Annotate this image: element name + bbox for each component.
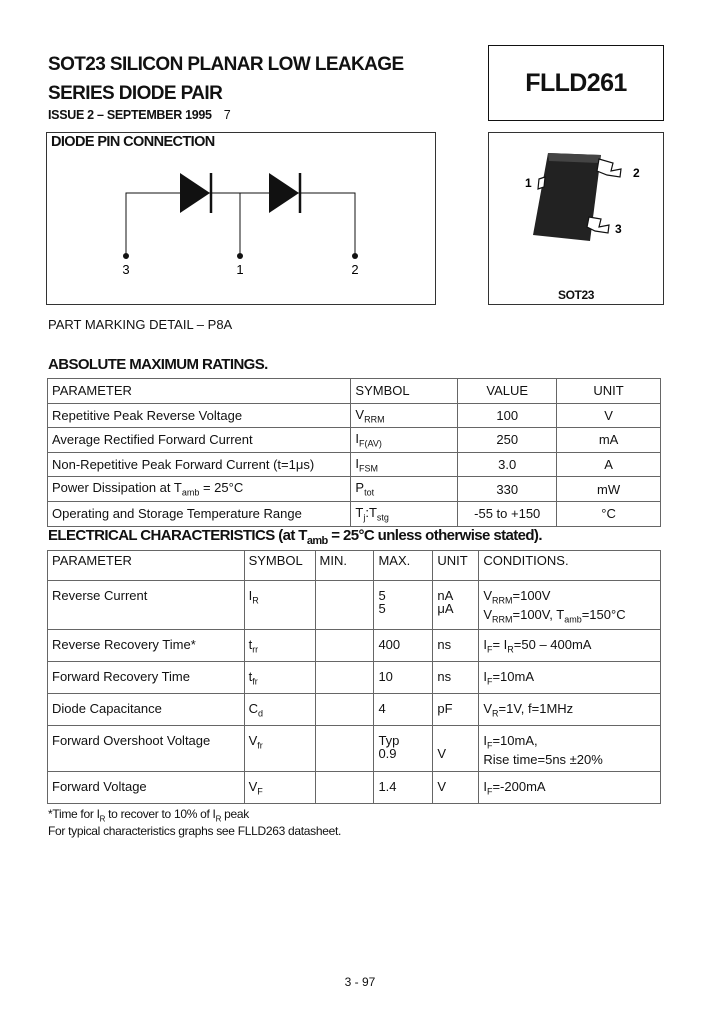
lead-1-icon [538,177,545,189]
pin-1-dot [237,253,243,259]
diode-2-icon [269,173,299,213]
pin-3-dot [123,253,129,259]
package-name: SOT23 [557,288,595,302]
unit-cell: V [433,726,479,772]
unit-cell: V [433,772,479,804]
pin-connection-heading: DIODE PIN CONNECTION [51,134,215,150]
elec-table [47,550,661,804]
unit-cell: ns [433,662,479,694]
header-conditions: CONDITIONS. [479,551,661,581]
table-row [48,501,661,526]
header-unit: UNIT [433,551,479,581]
sot23-package-drawing [489,133,663,283]
table-row [48,403,661,428]
max-cell: 1.4 [374,772,433,804]
unit-cell: A [557,452,661,477]
max-cell: 5 5 [374,581,433,630]
unit-cell: nA μA [433,581,479,630]
unit-cell: ns [433,630,479,662]
symbol-cell: $V_{RRM}$ [351,403,458,428]
diode-schematic [47,133,435,304]
footnote-graphs: For typical characteristics graphs see FLLD263 datasheet. [48,824,342,839]
unit-cell: °C [557,501,661,526]
part-marking-detail: PART MARKING DETAIL – P8A [48,317,233,332]
min-cell [315,726,374,772]
symbol-cell: $t_{rr}$ [244,630,315,662]
conditions-cell: $I_F=10mA$ [479,662,661,694]
conditions-cell: $V_R=1V$, f=1MHz [479,694,661,726]
title-line-1: SOT23 SILICON PLANAR LOW LEAKAGE [48,54,404,75]
header-parameter: PARAMETER [48,551,245,581]
value-cell: 250 [458,428,557,453]
package-pin-1: 1 [525,176,532,190]
param-cell: Repetitive Peak Reverse Voltage [48,403,351,428]
pin-label-3: 3 [122,262,130,277]
symbol-cell: $I_{FSM}$ [351,452,458,477]
table-row [48,477,661,502]
footnote-recovery: *Time for $I_R$ to recover to 10% of $I_R$ peak [48,807,249,824]
part-number-box [488,45,664,121]
max-cell: 400 [374,630,433,662]
param-cell: Power Dissipation at $T_{amb} = 25^\circ C$ [48,477,351,502]
header-max: MAX. [374,551,433,581]
part-number: FLLD261 [525,68,627,97]
param-cell: Operating and Storage Temperature Range [48,501,351,526]
table-row [48,581,661,630]
package-pin-2: 2 [633,166,640,180]
unit-cell: mA [557,428,661,453]
symbol-cell: $C_d$ [244,694,315,726]
table-row [48,630,661,662]
abs-max-heading: ABSOLUTE MAXIMUM RATINGS. [48,356,268,373]
table-header-row [48,379,661,404]
max-cell: Typ 0.9 [374,726,433,772]
table-row [48,726,661,772]
min-cell [315,581,374,630]
conditions-cell: $I_F=10mA$, Rise time=5ns ±20% [479,726,661,772]
document-title [48,50,404,108]
value-cell: 3.0 [458,452,557,477]
symbol-cell: $T_j:T_{stg}$ [351,501,458,526]
elec-heading: ELECTRICAL CHARACTERISTICS (at $T_{amb} = 25^\circ C$ unless otherwise stated). [48,527,542,547]
param-cell: Forward Recovery Time [48,662,245,694]
min-cell [315,662,374,694]
pin-connection-panel [46,132,436,305]
conditions-cell: $V_{RRM}=100V$ $V_{RRM}=100V$, $T_{amb}=150^\circ C$ [479,581,661,630]
symbol-cell: $I_{F(AV)}$ [351,428,458,453]
value-cell: 330 [458,477,557,502]
header-parameter: PARAMETER [48,379,351,404]
issue-line [48,108,230,122]
table-row [48,428,661,453]
table-row [48,452,661,477]
min-cell [315,630,374,662]
value-cell: -55 to +150 [458,501,557,526]
header-min: MIN. [315,551,374,581]
lead-2-icon [597,159,621,177]
value-cell: 100 [458,403,557,428]
pin-2-dot [352,253,358,259]
title-line-2: SERIES DIODE PAIR [48,83,223,104]
param-cell: Forward Voltage [48,772,245,804]
package-pin-3: 3 [615,222,622,236]
diode-1-icon [180,173,210,213]
max-cell: 10 [374,662,433,694]
param-cell: Diode Capacitance [48,694,245,726]
table-row [48,662,661,694]
symbol-cell: $V_{fr}$ [244,726,315,772]
min-cell [315,694,374,726]
pin-label-2: 2 [351,262,359,277]
header-symbol: SYMBOL [244,551,315,581]
table-row [48,772,661,804]
pin-label-1: 1 [236,262,244,277]
min-cell [315,772,374,804]
issue-page: 7 [223,108,231,122]
param-cell: Reverse Recovery Time* [48,630,245,662]
param-cell: Non-Repetitive Peak Forward Current (t=1μs) [48,452,351,477]
header-unit: UNIT [557,379,661,404]
conditions-cell: $I_F= I_R=50 - 400mA$ [479,630,661,662]
max-cell: 4 [374,694,433,726]
unit-cell: pF [433,694,479,726]
package-panel [488,132,664,305]
param-cell: Forward Overshoot Voltage [48,726,245,772]
unit-cell: mW [557,477,661,502]
conditions-cell: $I_F=-200mA$ [479,772,661,804]
footnotes [48,808,341,838]
table-row [48,694,661,726]
symbol-cell: $V_F$ [244,772,315,804]
symbol-cell: $t_{fr}$ [244,662,315,694]
header-value: VALUE [458,379,557,404]
header-symbol: SYMBOL [351,379,458,404]
param-cell: Reverse Current [48,581,245,630]
table-header-row [48,551,661,581]
symbol-cell: $I_R$ [244,581,315,630]
symbol-cell: $P_{tot}$ [351,477,458,502]
param-cell: Average Rectified Forward Current [48,428,351,453]
unit-cell: V [557,403,661,428]
issue-text: ISSUE 2 – SEPTEMBER 1995 [48,108,212,122]
abs-max-table [47,378,661,527]
page-number: 3 - 97 [344,975,376,989]
